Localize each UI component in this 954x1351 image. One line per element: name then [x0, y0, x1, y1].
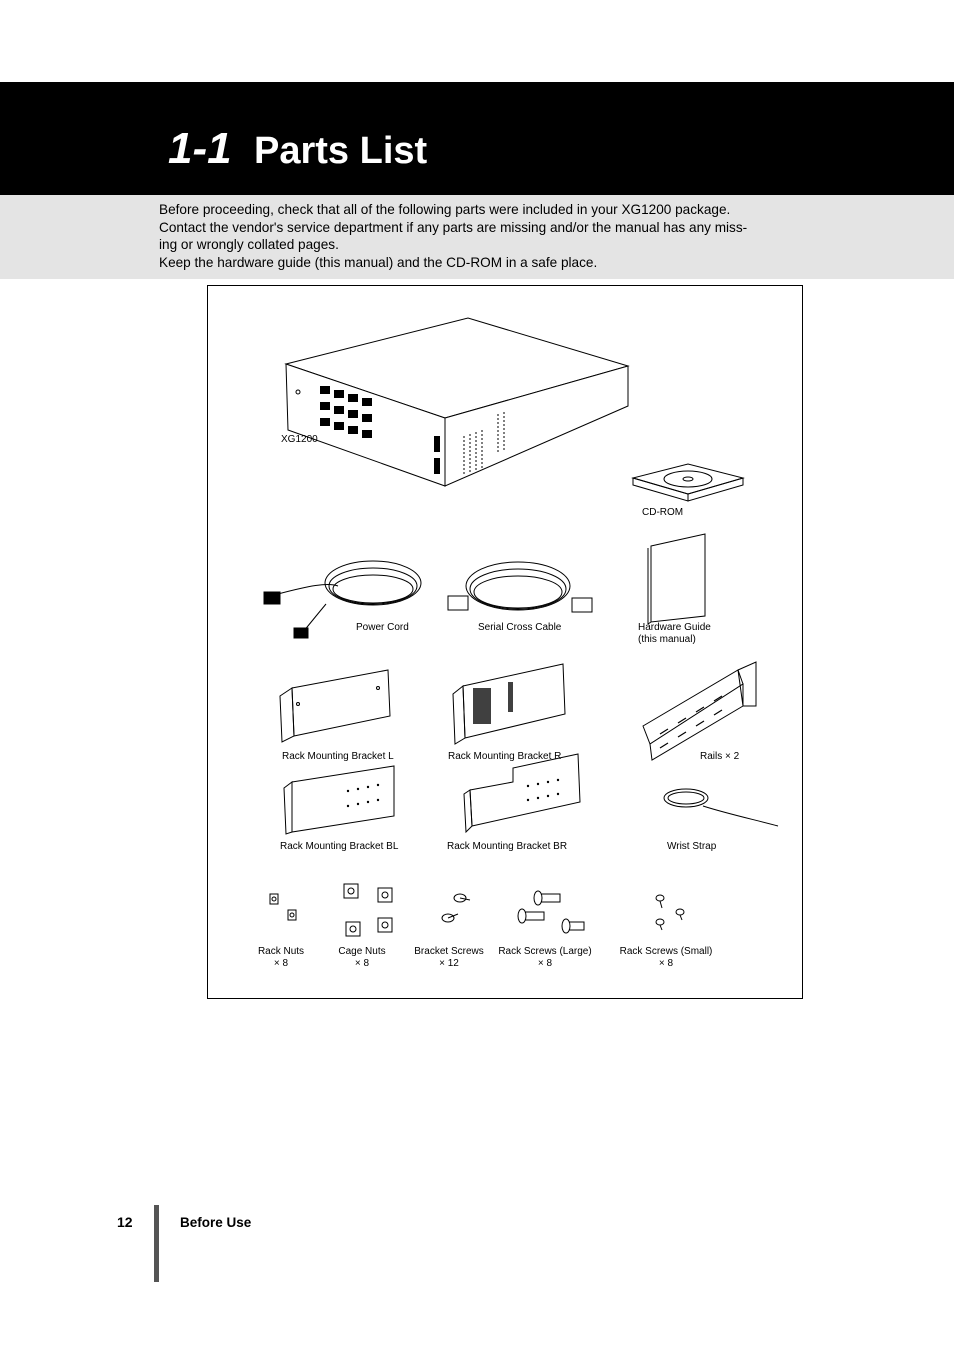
label-rack-screws-small-qty: × 8: [658, 958, 674, 969]
intro-box: [0, 195, 954, 279]
intro-line-3: ing or wrongly collated pages.: [159, 237, 339, 252]
bracket-bl-illustration: [284, 766, 394, 834]
label-bracket-r: Rack Mounting Bracket R: [448, 751, 562, 762]
intro-line-1: Before proceeding, check that all of the following parts were included in your XG1200 package.: [159, 202, 731, 217]
intro-line-4: Keep the hardware guide (this manual) and the CD-ROM in a safe place.: [159, 254, 598, 270]
intro-line-2: Contact the vendor's service department if any parts are missing and/or the manual has any miss-: [159, 219, 748, 235]
label-rails: Rails × 2: [700, 751, 740, 762]
label-bracket-screws: [414, 946, 483, 970]
label-bracket-br: Rack Mounting Bracket BR: [447, 841, 568, 852]
label-rack-nuts-qty: × 8: [273, 958, 289, 969]
label-rack-screws-small-name: Rack Screws (Small): [619, 946, 713, 957]
label-cage-nuts-name: Cage Nuts: [338, 946, 386, 957]
label-wrist-strap: Wrist Strap: [667, 841, 717, 852]
parts-illustration-frame: [207, 285, 803, 999]
rails-illustration: [643, 662, 756, 760]
label-rack-screws-large-name: Rack Screws (Large): [498, 946, 592, 957]
label-hardware-guide-line1: Hardware Guide: [638, 622, 711, 633]
page-title: Parts List: [254, 130, 428, 172]
label-power-cord: Power Cord: [356, 622, 409, 633]
label-cage-nuts: [338, 946, 385, 970]
bracket-l-illustration: [280, 670, 390, 742]
serial-cable-illustration: [448, 562, 592, 612]
bracket-screws-illustration: [442, 894, 470, 922]
footer-bar: [154, 1205, 159, 1282]
label-bracket-screws-qty: × 12: [439, 958, 459, 969]
bracket-br-illustration: [464, 754, 580, 832]
label-cdrom: CD-ROM: [642, 507, 684, 518]
label-rack-screws-large-qty: × 8: [537, 958, 553, 969]
label-hardware-guide-line2: (this manual): [638, 634, 696, 645]
rack-screws-small-illustration: [656, 895, 684, 930]
label-bracket-bl: Rack Mounting Bracket BL: [280, 841, 399, 852]
label-xg1200: XG1200: [281, 434, 318, 445]
label-rack-screws-small: [620, 946, 713, 970]
xg1200-device-illustration: [286, 318, 628, 486]
chapter-number: 1-1: [168, 124, 232, 173]
label-bracket-l: Rack Mounting Bracket L: [282, 751, 394, 762]
label-serial-cable: Serial Cross Cable: [478, 622, 562, 633]
section-name: Before Use: [180, 1215, 252, 1230]
label-rack-nuts-name: Rack Nuts: [257, 946, 305, 957]
label-bracket-screws-name: Bracket Screws: [414, 946, 484, 957]
hardware-guide-illustration: [648, 534, 705, 624]
title-band: [0, 82, 954, 195]
label-cage-nuts-qty: × 8: [354, 958, 370, 969]
bracket-r-illustration: [453, 664, 565, 744]
label-rack-nuts: [258, 946, 304, 970]
rack-nuts-illustration: [270, 894, 296, 920]
cage-nuts-illustration: [344, 884, 392, 936]
label-hardware-guide: [638, 622, 711, 646]
intro-text: [159, 201, 799, 271]
wrist-strap-illustration: [664, 789, 778, 826]
page-number: 12: [117, 1214, 133, 1230]
rack-screws-large-illustration: [518, 891, 584, 933]
label-rack-screws-large: [498, 946, 591, 970]
cdrom-illustration: [633, 464, 743, 501]
